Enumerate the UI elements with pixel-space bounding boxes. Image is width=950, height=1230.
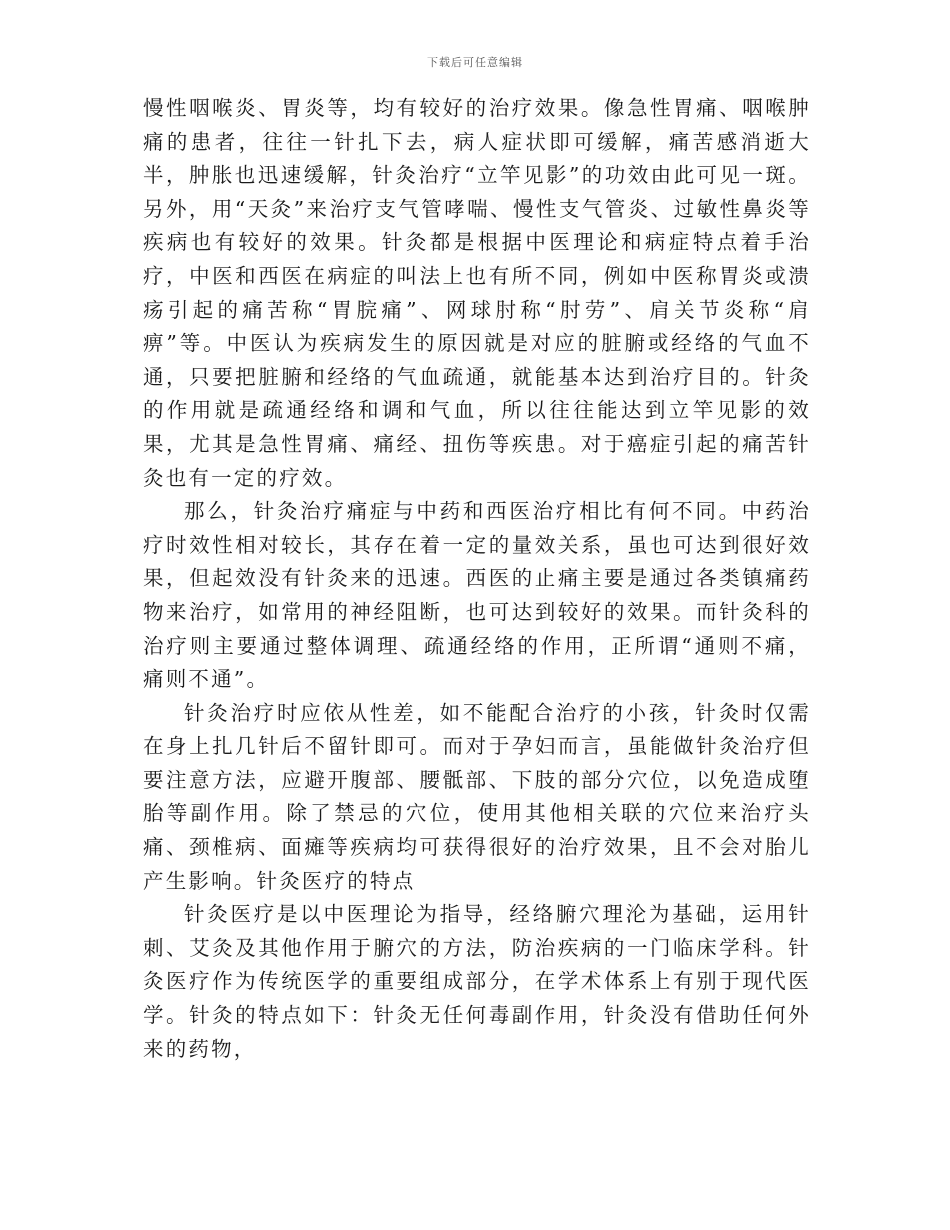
paragraph-1: 慢性咽喉炎、胃炎等，均有较好的治疗效果。像急性胃痛、咽喉肿痛的患者，往往一针扎下去，病人症状即可缓解，痛苦感消逝大半，肿胀也迅速缓解，针灸治疗“立竿见影”的功效由此可见一斑。另外，用“天灸”来治疗支气管哮喘、慢性支气管炎、过敏性鼻炎等疾病也有较好的效果。针灸都是根据中医理论和病症特点着手治疗，中医和西医在病症的叫法上也有所不同，例如中医称胃炎或溃疡引起的痛苦称“胃脘痛”、网球肘称“肘劳”、肩关节炎称“肩痹”等。中医认为疾病发生的原因就是对应的脏腑或经络的气血不通，只要把脏腑和经络的气血疏通，就能基本达到治疗目的。针灸的作用就是疏通经络和调和气血，所以往往能达到立竿见影的效果，尤其是急性胃痛、痛经、扭伤等疾患。对于癌症引起的痛苦针灸也有一定的疗效。 <box>143 96 811 490</box>
paragraph-2: 那么，针灸治疗痛症与中药和西医治疗相比有何不同。中药治疗时效性相对较长，其存在着一定的量效关系，虽也可达到很好效果，但起效没有针灸来的迅速。西医的止痛主要是通过各类镇痛药物来治疗，如常用的神经阻断，也可达到较好的效果。而针灸科的治疗则主要通过整体调理、疏通经络的作用，正所谓“通则不痛，痛则不通”。 <box>143 499 811 692</box>
page-header: 下载后可任意编辑 <box>427 56 523 69</box>
paragraph-4: 针灸医疗是以中医理论为指导，经络腑穴理沦为基础，运用针刺、艾灸及其他作用于腑穴的方法，防治疾病的一门临床学科。针灸医疗作为传统医学的重要组成部分，在学术体系上有别于现代医学。针灸的特点如下：针灸无任何毒副作用，针灸没有借助任何外来的药物， <box>143 902 811 1061</box>
document-body <box>143 92 811 1066</box>
paragraph-3: 针灸治疗时应依从性差，如不能配合治疗的小孩，针灸时仅需在身上扎几针后不留针即可。而对于孕妇而言，虽能做针灸治疗但要注意方法，应避开腹部、腰骶部、下肢的部分穴位，以免造成堕胎等副作用。除了禁忌的穴位，使用其他相关联的穴位来治疗头痛、颈椎病、面瘫等疾病均可获得很好的治疗效果，且不会对胎儿产生影响。针灸医疗的特点 <box>143 700 811 893</box>
